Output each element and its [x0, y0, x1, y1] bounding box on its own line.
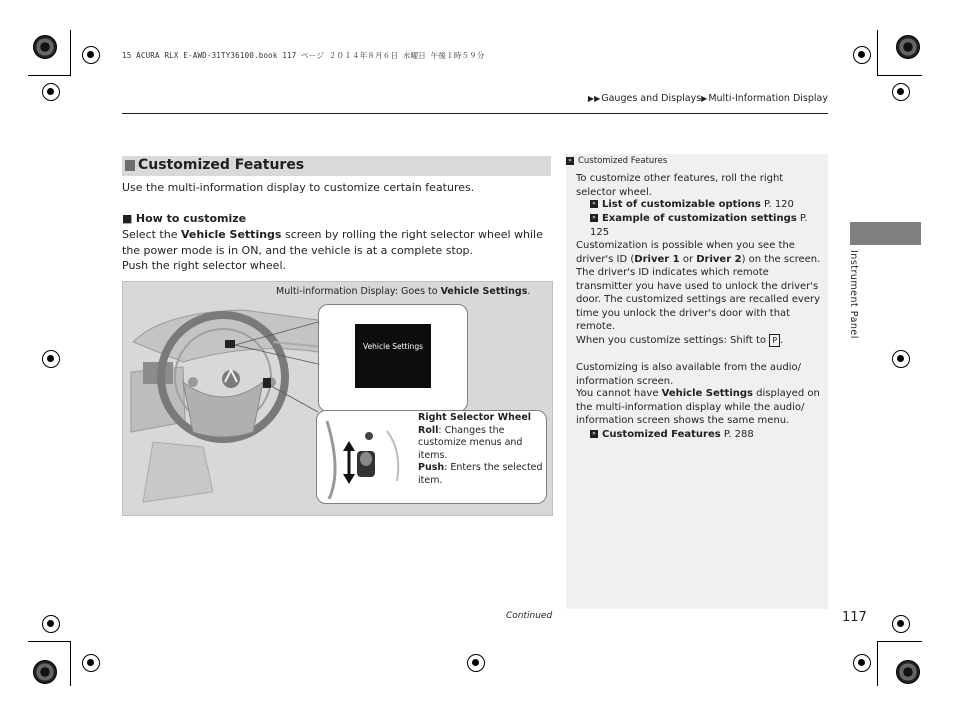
sidebar-p1: To customize other features, roll the right selector wheel. — [576, 173, 784, 198]
figure-caption — [276, 286, 530, 297]
ref-customizable-options[interactable] — [590, 198, 822, 212]
ref-customized-features[interactable] — [590, 428, 822, 442]
screen-vehicle-settings: Vehicle Settings — [363, 342, 423, 351]
p6-end: displayed on the multi-information display while the audio/ information screen shows the same menu. — [576, 388, 820, 426]
registration-mark — [40, 81, 62, 103]
registration-mark — [80, 44, 102, 66]
push-label: Push — [418, 462, 445, 473]
roll-text: : Changes the customize menus and items. — [418, 424, 523, 461]
p4-text: When you customize settings: Shift to — [576, 335, 770, 346]
color-swatch-top-left — [33, 35, 57, 59]
driver2-label: Driver 2 — [696, 253, 742, 265]
sidebar-p2 — [576, 239, 822, 266]
section-title: Customized Features — [138, 157, 305, 173]
note-icon: » — [566, 157, 574, 165]
ref-customization-example[interactable] — [590, 212, 822, 239]
caption-prefix: Multi-information Display: Goes to — [276, 286, 441, 297]
push-annotation — [418, 462, 546, 487]
registration-mark — [465, 652, 487, 674]
color-swatch-bottom-right — [896, 660, 920, 684]
ref1-page: P. 120 — [760, 199, 794, 210]
sidebar-p4 — [576, 334, 822, 348]
registration-mark — [851, 652, 873, 674]
registration-mark — [40, 348, 62, 370]
instruction-text-end: screen by rolling the right selector wheel while the power mode is in ON, and the vehicle is at a complete stop. — [122, 228, 543, 257]
breadcrumb-part2: Multi-Information Display — [708, 93, 828, 104]
registration-mark — [851, 44, 873, 66]
ref3-label: Customized Features — [602, 429, 721, 440]
print-header: 15 ACURA RLX E-AWD-31TY36100.book 117 ページ ２０１４年８月６日 水曜日 午後１時５９分 — [122, 51, 485, 60]
ref1-label: List of customizable options — [602, 199, 761, 210]
p2-end: ) on the screen. — [741, 253, 821, 265]
ref2-label: Example of customization settings — [602, 213, 797, 224]
ref3-page: P. 288 — [720, 429, 754, 440]
registration-mark — [890, 348, 912, 370]
caption-bold: Vehicle Settings — [440, 286, 528, 297]
caption-suffix: . — [527, 286, 531, 297]
selector-wheel-illustration — [317, 411, 417, 503]
p6-text: You cannot have — [576, 388, 662, 399]
cross-reference-icon: » — [590, 430, 598, 438]
breadcrumb-part1: Gauges and Displays — [601, 93, 702, 104]
instruction-paragraph — [122, 227, 551, 258]
section-heading — [122, 156, 551, 176]
color-swatch-bottom-left — [33, 660, 57, 684]
continued-label: Continued — [506, 611, 553, 621]
sidebar-title — [566, 156, 667, 166]
push-text: : Enters the selected item. — [418, 462, 543, 486]
sidebar-title-text: Customized Features — [578, 156, 668, 166]
p6-bold: Vehicle Settings — [661, 388, 753, 399]
sidebar-p3: The driver's ID indicates which remote transmitter you have used to unlock the driver's door. The customized settings are recalled every time you unlock the driver's door with that remote. — [576, 267, 821, 332]
registration-mark — [890, 81, 912, 103]
wheel-annotation — [418, 412, 548, 462]
subheading-text: How to customize — [135, 212, 247, 225]
subheading-square-icon: ■ — [122, 212, 136, 225]
intro-text: Use the multi-information display to customize certain features. — [122, 181, 475, 194]
section-square-icon — [125, 160, 135, 171]
p2-or: or — [679, 253, 697, 265]
multi-info-display — [355, 324, 431, 388]
registration-mark — [890, 613, 912, 635]
breadcrumb-arrow-icon: ▶▶ — [587, 94, 601, 103]
chapter-tab-label: Instrument Panel — [848, 250, 859, 339]
instruction-text: Select the — [122, 228, 181, 241]
ref2-page: P. 125 — [590, 213, 808, 238]
instruction-bold: Vehicle Settings — [180, 228, 282, 241]
p2-text: Customization is possible when you see the driver's ID ( — [576, 240, 795, 265]
park-icon: P — [769, 334, 780, 347]
roll-label: Roll — [418, 424, 439, 436]
p4-end: . — [780, 335, 784, 346]
push-instruction: Push the right selector wheel. — [122, 259, 286, 272]
cross-reference-icon: » — [590, 200, 598, 208]
subheading — [122, 211, 551, 227]
driver1-label: Driver 1 — [634, 253, 680, 265]
chapter-tab — [850, 222, 921, 245]
breadcrumb-arrow-icon: ▶ — [701, 94, 708, 103]
display-callout — [318, 304, 468, 412]
page-number: 117 — [842, 610, 867, 625]
sidebar-p6 — [576, 387, 822, 428]
breadcrumb — [588, 93, 828, 104]
registration-mark — [40, 613, 62, 635]
sidebar-p5: Customizing is also available from the audio/ information screen. — [576, 362, 801, 387]
registration-mark — [80, 652, 102, 674]
color-swatch-top-right — [896, 35, 920, 59]
cross-reference-icon: » — [590, 214, 598, 222]
wheel-title: Right Selector Wheel — [418, 412, 532, 423]
header-rule — [122, 113, 828, 114]
